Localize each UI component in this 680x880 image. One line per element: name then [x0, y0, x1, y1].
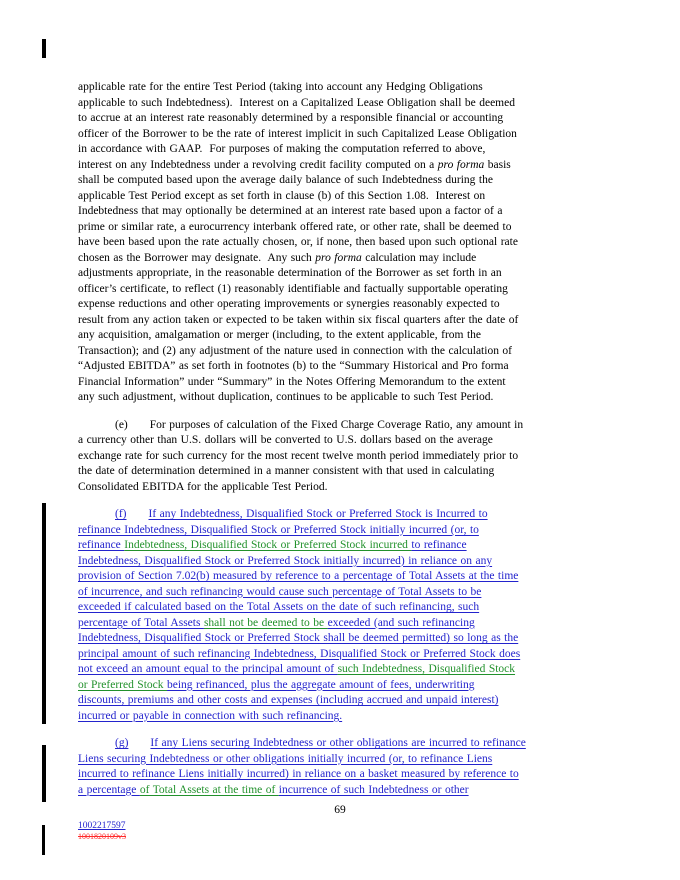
text-line: [78, 173, 608, 189]
text-segment: refinance: [78, 539, 125, 551]
text-segment: incurrence of such Indebtedness or other: [278, 783, 469, 796]
text-line: [78, 523, 608, 539]
text-segment: incurred to refinance Liens initially incurred) in reliance on a basket measured by reference to: [78, 768, 519, 780]
text-segment: have been based upon the rate actually chosen, or, if none, then based upon such optional rate: [78, 236, 518, 248]
text-segment: Indebtedness, Disqualified Stock or Preferred Stock shall be deemed permitted) so long as the: [78, 632, 519, 644]
text-segment: shall not be deemed to be: [203, 616, 328, 629]
text-line: [78, 767, 608, 783]
text-segment: such Indebtedness, Disqualified Stock: [337, 663, 516, 675]
text-segment: refinance Indebtedness, Disqualified Stock or Preferred Stock initially incurred (or, to: [78, 523, 479, 536]
text-line: [78, 554, 608, 570]
text-line: [78, 507, 608, 523]
text-segment: a currency other than U.S. dollars will be converted to U.S. dollars based on the average: [78, 434, 493, 446]
para-f: [78, 507, 608, 724]
text-segment: (g): [115, 737, 129, 749]
text-segment: incurred or payable in connection with such refinancing.: [78, 709, 343, 722]
text-segment: shall be computed based upon the average daily balance of such Indebtedness during the: [78, 174, 493, 186]
text-segment: or Preferred Stock: [78, 678, 167, 691]
text-line: [78, 251, 608, 267]
text-line: [78, 313, 608, 329]
text-line: [78, 538, 608, 554]
text-segment: (e): [115, 418, 128, 431]
doc-id-stamp: 1002217597: [78, 821, 126, 831]
text-segment: provision of Section 7.02(b) measured by reference to a percentage of Total Assets at the time: [78, 570, 519, 582]
text-segment: applicable Test Period except as set forth in clause (b) of this Section 1.08. Interest on: [78, 189, 486, 202]
text-line: [78, 709, 608, 725]
text-line: [78, 678, 608, 694]
text-line: [78, 189, 608, 205]
change-bar: [42, 745, 46, 802]
text-line: [78, 96, 608, 112]
text-line: [78, 359, 608, 375]
text-line: [78, 344, 608, 360]
para-e: [78, 418, 608, 496]
body-text: [78, 80, 608, 798]
document-footer: [78, 820, 126, 842]
text-line: [78, 375, 608, 391]
text-segment: Consolidated EBITDA for the applicable Test Period.: [78, 480, 328, 493]
text-line: [78, 616, 608, 632]
text-line: [78, 220, 608, 236]
text-line: [78, 783, 608, 799]
text-line: [78, 449, 608, 465]
text-line: [78, 127, 608, 143]
text-segment: officer’s certificate, to reflect (1) reasonably identifiable and factually supportable operating: [78, 282, 508, 295]
text-segment: exchange rate for such currency for the most recent twelve month period immediately prior to: [78, 449, 519, 462]
text-segment: to accrue at an interest rate reasonably determined by a responsible financial or accounting: [78, 112, 504, 124]
text-line: [78, 480, 608, 496]
text-segment: result from any action taken or expected to be taken within six fiscal quarters after the date of: [78, 313, 519, 326]
text-line: [78, 80, 608, 96]
text-segment: officer of the Borrower to be the rate of interest implicit in such Capitalized Lease Obligation: [78, 127, 517, 140]
text-line: [78, 647, 608, 663]
text-line: [78, 204, 608, 220]
text-segment: discounts, premiums and other costs and expenses (including accrued and unpaid interest): [78, 694, 499, 706]
text-segment: any such adjustment, without duplication, continues to be applicable to such Test Period.: [78, 391, 494, 403]
text-line: [78, 631, 608, 647]
text-line: [78, 693, 608, 709]
text-line: [78, 418, 608, 434]
text-segment: pro forma: [437, 158, 485, 171]
text-line: [78, 585, 608, 601]
text-segment: prime or similar rate, a eurocurrency interbank offered rate, or other rate, shall be deemed to: [78, 220, 512, 233]
change-bar: [42, 825, 45, 855]
text-segment: If any Liens securing Indebtedness or other obligations are incurred to refinance: [150, 737, 526, 749]
text-segment: adjustments appropriate, in the reasonable determination of the Borrower as set forth in an: [78, 267, 502, 279]
text-line: [78, 142, 608, 158]
text-segment: Financial Information” under “Summary” in the Notes Offering Memorandum to the extent: [78, 375, 506, 388]
text-segment: Transaction); and (2) any adjustment of the nature used in connection with the calculation of: [78, 344, 512, 357]
text-line: [78, 464, 608, 480]
text-segment: Indebtedness that may optionally be determined at an interest rate based upon a factor of a: [78, 205, 503, 217]
text-line: [78, 111, 608, 127]
text-line: [78, 600, 608, 616]
text-line: [78, 282, 608, 298]
text-line: [78, 662, 608, 678]
text-segment: to refinance: [411, 539, 467, 551]
text-segment: If any Indebtedness, Disqualified Stock or Preferred Stock is Incurred to: [148, 508, 488, 520]
text-line: [78, 390, 608, 406]
text-segment: (f): [115, 508, 127, 520]
text-segment: principal amount of such refinancing Indebtedness, Disqualified Stock or Preferred Stock does: [78, 647, 521, 660]
text-line: [78, 433, 608, 449]
text-segment: being refinanced, plus the aggregate amount of fees, underwriting: [166, 678, 475, 691]
change-bar: [42, 503, 46, 724]
text-line: [78, 736, 608, 752]
text-segment: chosen as the Borrower may designate. Any such: [78, 251, 316, 264]
text-line: [78, 158, 608, 174]
text-segment: basis: [484, 158, 511, 171]
deleted-doc-id-stamp: 1001820109v3: [78, 832, 126, 841]
text-line: [78, 569, 608, 585]
text-segment: any acquisition, amalgamation or merger (including, to the extent applicable, from the: [78, 329, 482, 341]
text-segment: a percentage: [78, 783, 140, 796]
text-segment: the date of determination determined in a manner consistent with that used in calculating: [78, 465, 495, 477]
text-segment: Liens securing Indebtedness or other obligations initially incurred (or, to refinance Liens: [78, 752, 493, 765]
text-segment: For purposes of calculation of the Fixed Charge Coverage Ratio, any amount in: [149, 418, 524, 431]
text-segment: interest on any Indebtedness under a revolving credit facility computed on a: [78, 158, 438, 171]
text-segment: percentage of Total Assets: [78, 616, 204, 629]
text-line: [78, 266, 608, 282]
text-line: [78, 328, 608, 344]
text-segment: exceeded (and such refinancing: [327, 616, 475, 629]
text-segment: Indebtedness, Disqualified Stock or Preferred Stock initially incurred) in reliance on any: [78, 554, 493, 567]
para-continuation: [78, 80, 608, 406]
text-line: [78, 752, 608, 768]
para-g: [78, 736, 608, 798]
text-segment: “Adjusted EBITDA” as set forth in footnotes (b) to the “Summary Historical and Pro forma: [78, 360, 509, 372]
text-segment: exceeded if calculated based on the Total Assets on the date of such refinancing, such: [78, 601, 480, 613]
text-segment: in accordance with GAAP. For purposes of making the computation referred to above,: [78, 143, 486, 155]
text-segment: Indebtedness, Disqualified Stock or Preferred Stock incurred: [124, 539, 412, 551]
text-segment: of incurrence, and such refinancing would cause such percentage of Total Assets to be: [78, 585, 482, 598]
text-line: [78, 297, 608, 313]
page-number: 69: [334, 804, 346, 816]
text-segment: expense reductions and other operating improvements or synergies reasonably expected to: [78, 298, 500, 310]
text-segment: pro forma: [315, 251, 362, 264]
text-segment: applicable rate for the entire Test Period (taking into account any Hedging Obligations: [78, 81, 483, 93]
text-line: [78, 235, 608, 251]
text-segment: calculation may include: [361, 251, 477, 264]
text-segment: of Total Assets at the time of: [139, 783, 279, 796]
text-segment: not exceed an amount equal to the principal amount of: [78, 663, 338, 675]
text-segment: applicable to such Indebtedness). Interest on a Capitalized Lease Obligation shall be deemed: [78, 96, 515, 109]
change-bar: [42, 39, 46, 58]
